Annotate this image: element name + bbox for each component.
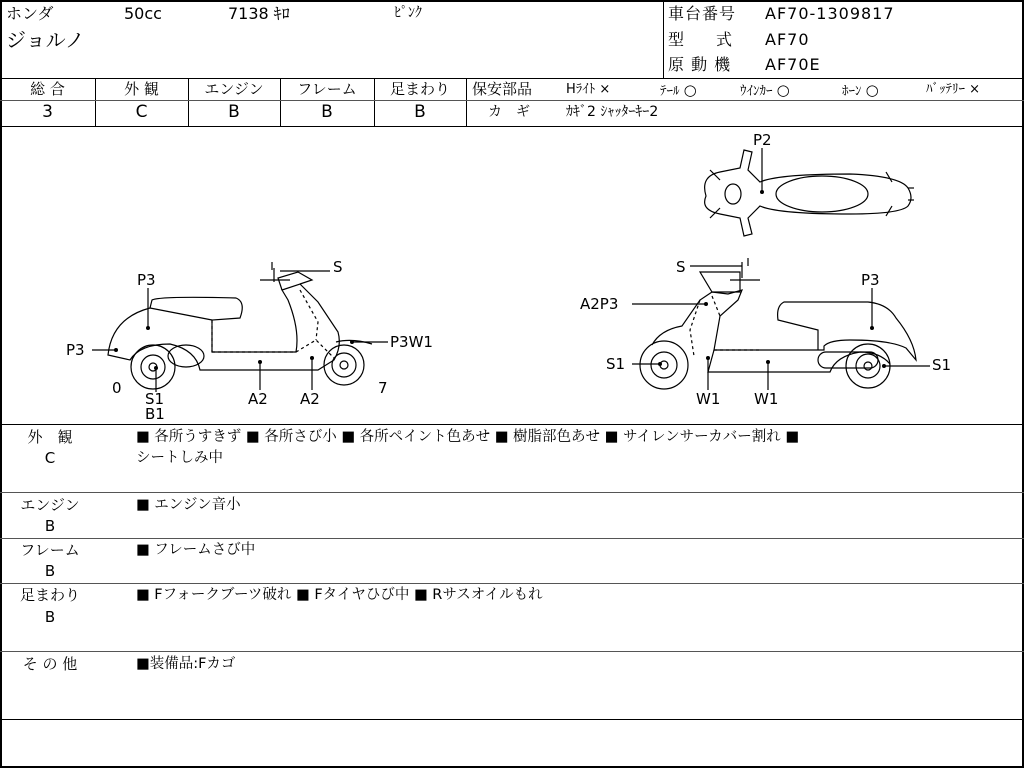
diagram-label: 7 [378, 379, 388, 397]
note-engine-category: エンジン [20, 496, 80, 514]
safety-label: 保安部品 [472, 80, 533, 98]
diagram-label: A2 [248, 390, 268, 408]
grade-suspension-label: 足まわり [389, 80, 450, 98]
type-value: AF70 [765, 30, 810, 49]
diagram-label: B1 [145, 405, 165, 423]
diagram-label: S1 [606, 355, 626, 373]
note-divider [0, 538, 1024, 539]
note-other-line1: ■装備品:Fカゴ [136, 656, 236, 672]
note-divider [0, 492, 1024, 493]
key-value: ｶｷﾞ2 ｼｬｯﾀｰｷｰ2 [566, 104, 659, 120]
header-divider [663, 0, 664, 78]
grade-mid-line [0, 100, 1024, 101]
diagram-label: P2 [753, 131, 772, 149]
diagram-label: 0 [112, 379, 122, 397]
safety-tail: ﾃｰﾙ ○ [660, 81, 697, 99]
displacement: 50cc [124, 4, 162, 23]
grade-overall-label: 総 合 [30, 80, 65, 98]
note-frame-grade: B [44, 562, 56, 580]
note-divider [0, 583, 1024, 584]
diagram-label: A2P3 [580, 295, 619, 313]
diagram-label: P3 [861, 271, 880, 289]
diagram-label: S1 [932, 356, 952, 374]
grade-frame-label: フレーム [297, 80, 357, 98]
engine-value: AF70E [765, 55, 821, 74]
grade-divider [466, 78, 467, 126]
note-exterior-grade: C [44, 449, 56, 467]
diagram-label: A2 [300, 390, 320, 408]
diagram-bottom-line [0, 424, 1024, 425]
grade-exterior-value: C [135, 102, 148, 122]
grades-bottom-line [0, 126, 1024, 127]
diagram-label: P3W1 [390, 333, 433, 351]
safety-headlight: Hﾗｲﾄ × [566, 82, 611, 97]
safety-battery: ﾊﾞｯﾃﾘｰ × [926, 82, 981, 97]
header-bottom-line [0, 78, 1024, 79]
model-name: ジョルノ [6, 28, 85, 52]
diagram-label: S1 [145, 390, 165, 408]
grade-suspension-value: B [414, 102, 426, 122]
note-exterior-line2: シートしみ中 [136, 450, 223, 466]
note-exterior-line1: ■ 各所うすきず ■ 各所さび小 ■ 各所ペイント色あせ ■ 樹脂部色あせ ■ サイレンサーカバー割れ ■ [136, 429, 800, 445]
diagram-label: S [676, 258, 686, 276]
note-suspension-line1: ■ Fフォークブーツ破れ ■ Fタイヤひび中 ■ Rサスオイルもれ [136, 587, 543, 603]
grade-engine-label: エンジン [204, 80, 264, 98]
diagram-label: P3 [137, 271, 156, 289]
note-suspension-category: 足まわり [19, 586, 80, 604]
engine-label: 原 動 機 [668, 55, 732, 74]
maker: ホンダ [6, 4, 54, 23]
note-frame-category: フレーム [20, 541, 80, 559]
safety-winker: ｳｲﾝｶｰ ○ [740, 81, 790, 99]
frame-no: AF70-1309817 [765, 4, 895, 23]
diagram-label: W1 [696, 390, 721, 408]
color: ﾋﾟﾝｸ [394, 5, 422, 21]
note-engine-grade: B [44, 517, 56, 535]
note-divider [0, 651, 1024, 652]
diagram-label: S [333, 258, 343, 276]
safety-horn: ﾎｰﾝ ○ [842, 81, 879, 99]
type-label: 型 式 [668, 30, 733, 49]
key-label: カ ギ [488, 104, 530, 120]
note-exterior-category: 外 観 [27, 428, 73, 446]
frame-no-label: 車台番号 [668, 4, 737, 23]
grade-overall-value: 3 [42, 102, 53, 122]
mileage: 7138 ｷﾛ [228, 4, 290, 23]
note-frame-line1: ■ フレームさび中 [136, 542, 256, 558]
note-suspension-grade: B [44, 608, 56, 626]
note-engine-line1: ■ エンジン音小 [136, 497, 241, 513]
note-other-category: そ の 他 [22, 655, 78, 673]
note-divider [0, 719, 1024, 720]
grade-frame-value: B [321, 102, 333, 122]
grade-exterior-label: 外 観 [124, 80, 159, 98]
grade-engine-value: B [228, 102, 240, 122]
diagram-label: P3 [66, 341, 85, 359]
diagram-label: W1 [754, 390, 779, 408]
